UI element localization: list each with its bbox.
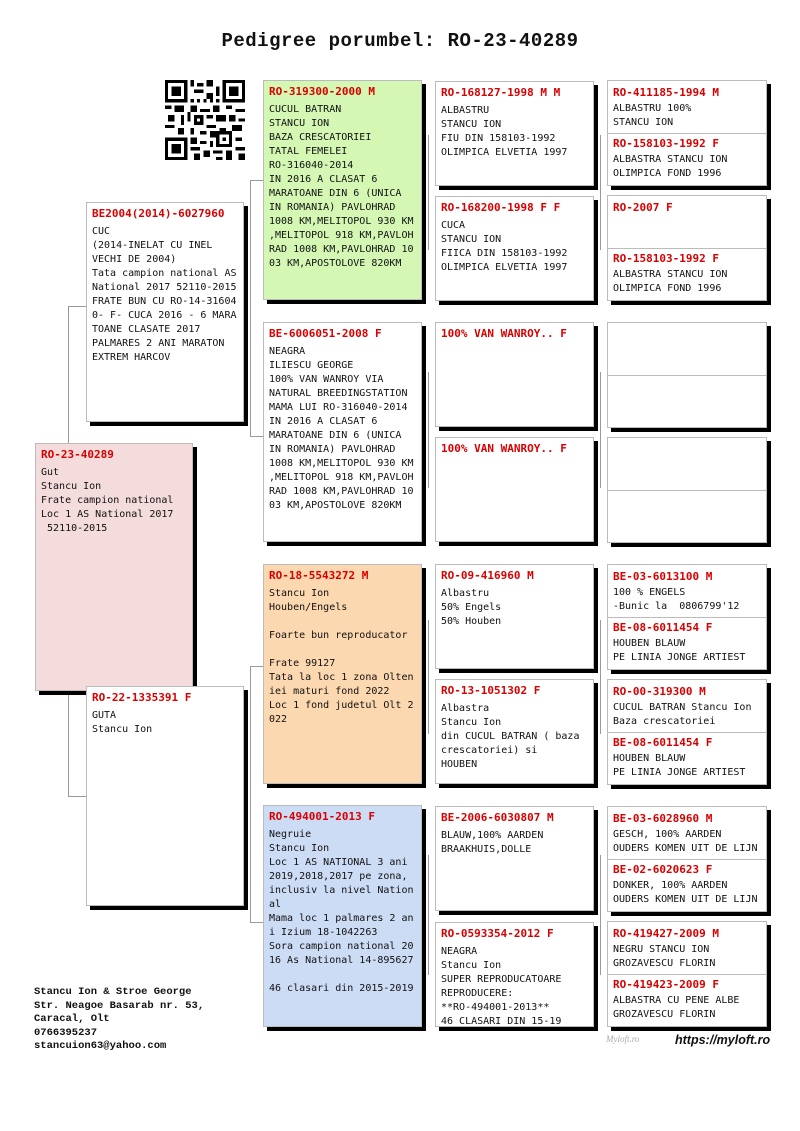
pigeon-details: Negruie Stancu Ion Loc 1 AS NATIONAL 3 ani 2019,2018,2017 pe zona, inclusiv la nivel Nation al Mama loc 1 palmares 2 an i Izium 18-1042263 Sora campion national 20 16 As National 14-895627 46 clasari din 2015-2019	[269, 829, 414, 994]
ancestor-pair-card	[607, 564, 767, 670]
connector-line	[428, 372, 429, 488]
pigeon-details: BLAUW,100% AARDEN BRAAKHUIS,DOLLE	[441, 830, 544, 855]
great-grandparent-card	[435, 922, 594, 1027]
pigeon-details: ALBASTRA CU PENE ALBE GROZAVESCU FLORIN	[613, 995, 740, 1020]
website-link[interactable]: https://myloft.ro	[675, 1033, 771, 1047]
ancestor-pair-card	[607, 806, 767, 912]
connector-line	[250, 436, 263, 437]
connector-line	[68, 306, 86, 307]
ancestor-pair-card	[607, 679, 767, 785]
ancestor-bottom	[608, 489, 766, 542]
connector-line	[428, 855, 429, 975]
ancestor-top	[608, 807, 766, 860]
sire-card	[86, 202, 244, 422]
ring-number: RO-168200-1998 F F	[441, 201, 561, 214]
ring-number: BE-08-6011454 F	[613, 621, 713, 634]
ring-number: BE-6006051-2008 F	[269, 327, 382, 340]
great-grandparent-card	[435, 564, 594, 669]
connector-line	[68, 796, 86, 797]
connector-line	[250, 180, 263, 181]
ring-number: 100% VAN WANROY.. F	[441, 327, 567, 340]
ancestor-bottom	[608, 973, 766, 1026]
ring-number: 100% VAN WANROY.. F	[441, 442, 567, 455]
connector-line	[428, 620, 429, 734]
ancestor-top	[608, 323, 766, 376]
pigeon-details: Gut Stancu Ion Frate campion national Loc 1 AS National 2017 52110-2015	[41, 467, 174, 534]
owner-contact: Stancu Ion & Stroe George Str. Neagoe Basarab nr. 53, Caracal, Olt 0766395237 stancuion63@yahoo.com	[34, 986, 205, 1052]
page-title: Pedigree porumbel: RO-23-40289	[221, 30, 579, 52]
pigeon-details: Stancu Ion Houben/Engels Foarte bun reproducator Frate 99127 Tata la loc 1 zona Olten iei maturi fond 2022 Loc 1 fond judetul Olt 2 022	[269, 588, 414, 725]
pigeon-details: HOUBEN BLAUW PE LINIA JONGE ARTIEST	[613, 638, 746, 663]
pigeon-details: Albastru 50% Engels 50% Houben	[441, 588, 502, 627]
connector-line	[250, 666, 263, 667]
ring-number: RO-411185-1994 M	[613, 86, 719, 99]
great-grandparent-card	[435, 437, 594, 542]
connector-line	[600, 620, 601, 734]
pigeon-details: NEAGRA ILIESCU GEORGE 100% VAN WANROY VIA NATURAL BREEDINGSTATION MAMA LUI RO-316040-2014 IN 2016 A CLASAT 6 MARATOANE DIN 6 (UNICA IN ROMANIA) PAVLOHRAD 1008 KM,MELITOPOL 930 KM ,MELITOPOL 918 KM,PAVLOH RAD 1008 KM,PAVLOHRAD 10 03 KM,APOSTOLOVE 820KM	[269, 346, 414, 511]
grandsire-paternal-card	[263, 80, 422, 300]
ancestor-pair-card	[607, 195, 767, 301]
pigeon-details	[608, 494, 766, 497]
connector-line	[600, 372, 601, 488]
ring-number: RO-419427-2009 M	[613, 927, 719, 940]
ancestor-top	[608, 922, 766, 975]
pigeon-details: GESCH, 100% AARDEN OUDERS KOMEN UIT DE LIJN	[613, 829, 758, 854]
connector-line	[428, 135, 429, 250]
ring-number: RO-2007 F	[613, 201, 673, 214]
ancestor-bottom	[608, 731, 766, 784]
ring-number: RO-158103-1992 F	[613, 252, 719, 265]
ancestor-top	[608, 81, 766, 134]
pigeon-details: CUCA STANCU ION FIICA DIN 158103-1992 OLIMPICA ELVETIA 1997	[441, 220, 568, 273]
connector-line	[600, 135, 601, 250]
ancestor-top	[608, 565, 766, 618]
pigeon-details: ALBASTRU STANCU ION FIU DIN 158103-1992 OLIMPICA ELVETIA 1997	[441, 105, 568, 158]
ancestor-top	[608, 680, 766, 733]
great-grandparent-card	[435, 679, 594, 784]
ring-number: BE-08-6011454 F	[613, 736, 713, 749]
granddam-paternal-card	[263, 322, 422, 542]
ring-number: BE-2006-6030807 M	[441, 811, 554, 824]
ring-number: RO-18-5543272 M	[269, 569, 369, 582]
grandsire-maternal-card	[263, 564, 422, 784]
great-grandparent-card	[435, 81, 594, 186]
ring-number: RO-23-40289	[41, 448, 114, 461]
pigeon-details: CUCUL BATRAN STANCU ION BAZA CRESCATORIEI TATAL FEMELEI RO-316040-2014 IN 2016 A CLASAT 6 MARATOANE DIN 6 (UNICA IN ROMANIA) PAVLOHRAD 1008 KM,MELITOPOL 930 KM ,MELITOPOL 918 KM,PAVLOH RAD 1008 KM,PAVLOHRAD 10 03 KM,APOSTOLOVE 820KM	[269, 104, 414, 269]
ancestor-pair-card	[607, 322, 767, 428]
pigeon-details: ALBASTRA STANCU ION OLIMPICA FOND 1996	[613, 269, 728, 294]
ancestor-pair-card	[607, 80, 767, 186]
ancestor-pair-card	[607, 437, 767, 543]
ring-number: RO-494001-2013 F	[269, 810, 375, 823]
ring-number: BE-02-6020623 F	[613, 863, 713, 876]
pigeon-details: NEGRU STANCU ION GROZAVESCU FLORIN	[613, 944, 716, 969]
pigeon-details	[608, 443, 766, 446]
ancestor-top	[608, 438, 766, 491]
pigeon-details: ALBASTRA STANCU ION OLIMPICA FOND 1996	[613, 154, 728, 179]
connector-line	[600, 855, 601, 975]
pigeon-details: DONKER, 100% AARDEN OUDERS KOMEN UIT DE LIJN	[613, 880, 758, 905]
ring-number: RO-319300-2000 M	[269, 85, 375, 98]
pigeon-details: CUCUL BATRAN Stancu Ion Baza crescatoriei	[613, 702, 752, 727]
pigeon-details: Albastra Stancu Ion din CUCUL BATRAN ( baza crescatoriei) si HOUBEN	[441, 703, 580, 770]
connector-line	[250, 922, 263, 923]
connector-line	[250, 180, 251, 436]
dam-card	[86, 686, 244, 906]
pigeon-details	[608, 214, 766, 217]
ancestor-bottom	[608, 247, 766, 300]
ancestor-bottom	[608, 858, 766, 911]
great-grandparent-card	[435, 196, 594, 301]
ring-number: BE2004(2014)-6027960	[92, 207, 225, 220]
great-grandparent-card	[435, 806, 594, 911]
connector-line	[250, 666, 251, 922]
ring-number: RO-13-1051302 F	[441, 684, 541, 697]
ancestor-bottom	[608, 374, 766, 427]
granddam-maternal-card	[263, 805, 422, 1027]
ring-number: RO-09-416960 M	[441, 569, 534, 582]
ancestor-bottom	[608, 132, 766, 185]
pigeon-details	[436, 340, 593, 345]
ancestor-pair-card	[607, 921, 767, 1027]
subject-pigeon-card	[35, 443, 193, 691]
ancestor-bottom	[608, 616, 766, 669]
pigeon-details: ALBASTRU 100% STANCU ION	[613, 103, 692, 128]
pigeon-details	[436, 455, 593, 460]
ring-number: RO-00-319300 M	[613, 685, 706, 698]
pigeon-details: HOUBEN BLAUW PE LINIA JONGE ARTIEST	[613, 753, 746, 778]
ring-number: RO-0593354-2012 F	[441, 927, 554, 940]
ring-number: RO-168127-1998 M M	[441, 86, 561, 99]
ancestor-top	[608, 196, 766, 249]
signature-logo: Myloft.ro	[606, 1034, 640, 1044]
qr-code-icon	[165, 80, 245, 160]
pigeon-details	[608, 328, 766, 331]
pigeon-details: GUTA Stancu Ion	[92, 710, 153, 735]
ring-number: RO-158103-1992 F	[613, 137, 719, 150]
great-grandparent-card	[435, 322, 594, 427]
pigeon-details: CUC (2014-INELAT CU INEL VECHI DE 2004) Tata campion national AS National 2017 52110-2015 FRATE BUN CU RO-14-31604 0- F- CUCA 2016 - 6 MARA TOANE CLASATE 2017 PALMARES 2 ANI MARATON EXTREM HARCOV	[92, 226, 237, 363]
pigeon-details: 100 % ENGELS -Bunic la 0806799'12	[613, 587, 740, 612]
pigeon-details	[608, 379, 766, 382]
pigeon-details: NEAGRA Stancu Ion SUPER REPRODUCATOARE REPRODUCERE: **RO-494001-2013** 46 CLASARI DIN 15-19	[441, 946, 562, 1027]
ring-number: BE-03-6028960 M	[613, 812, 713, 825]
ring-number: BE-03-6013100 M	[613, 570, 713, 583]
ring-number: RO-419423-2009 F	[613, 978, 719, 991]
ring-number: RO-22-1335391 F	[92, 691, 192, 704]
